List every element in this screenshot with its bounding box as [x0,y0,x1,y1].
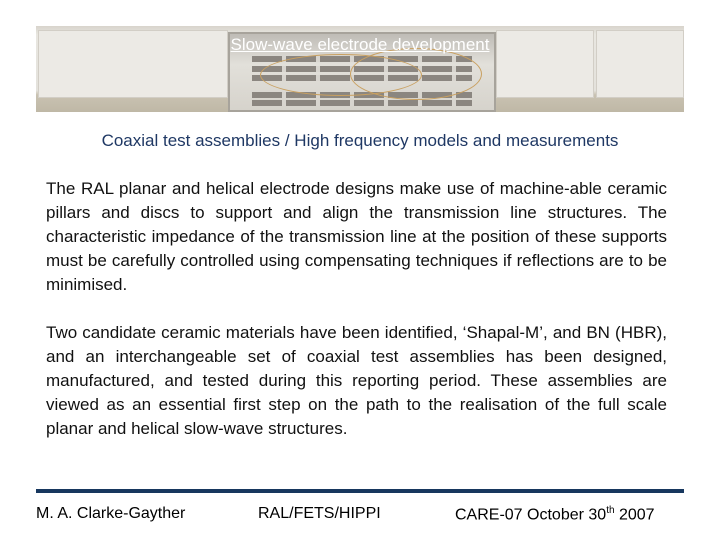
footer-event [455,505,655,524]
footer-divider [36,489,684,493]
footer-project: RAL/FETS/HIPPI [258,505,381,522]
footer-date-suffix: th [606,505,615,516]
footer-author: M. A. Clarke-Gayther [36,505,186,522]
paragraph: The RAL planar and helical electrode designs make use of machine-able ceramic pillars and discs to support and align the transmission line structures. The characteristic impedance of the transmission line at the position of these supports must be carefully controlled using compensating techniques if reflections are to be minimised. [46,179,667,294]
paragraph: Two candidate ceramic materials have been identified, ‘Shapal-M’, and BN (HBR), and an interchangeable set of coaxial test assemblies has been designed, manufactured, and tested during this reporting period. These assemblies are viewed as an essential first step on the path to the realisation of the full scale planar and helical slow-wave structures. [46,323,667,438]
slide-subtitle: Coaxial test assemblies / High frequency models and measurements [101,131,619,150]
slide-title: Slow-wave electrode development [230,35,490,54]
footer-year: 2007 [614,506,655,524]
footer-event-name: CARE-07 October 30 [455,506,607,524]
